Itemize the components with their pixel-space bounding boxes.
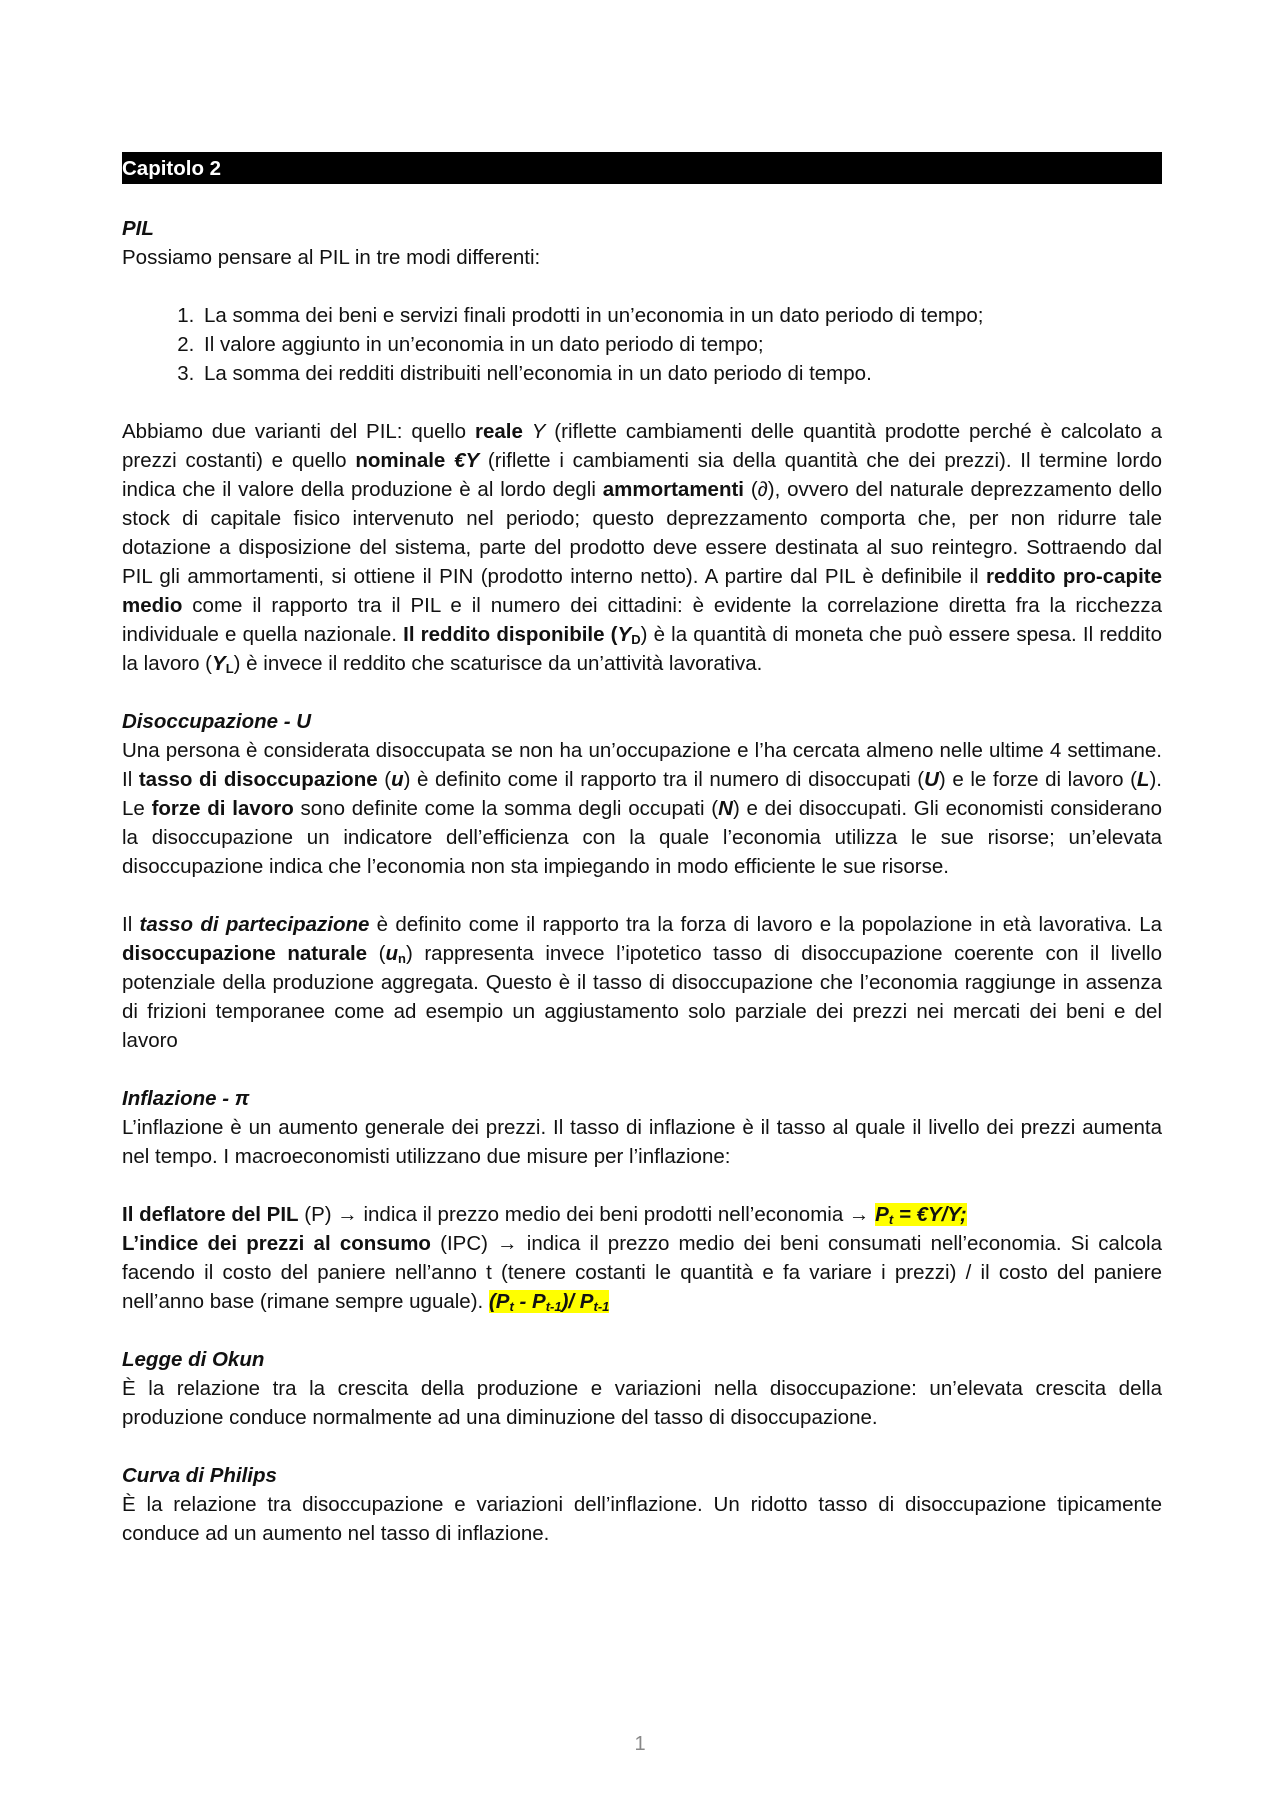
chapter-title: Capitolo 2 <box>122 152 1162 184</box>
section-heading-disoccupazione: Disoccupazione - U <box>122 710 312 733</box>
partecipazione-paragraph: Il tasso di partecipazione è definito come il rapporto tra la forza di lavoro e la popolazione in età lavorativa. La disoccupazione naturale $(u_n)$ rappresenta invece l’ipotetico tasso di disoccupazione coerente con il livello potenziale della produzione aggregata. Questo è il tasso di disoccupazione che l’economia raggiunge in assenza di frizioni temporanee come ad esempio un aggiustamento solo parziale dei prezzi nei mercati dei beni e del lavoro <box>122 913 1162 1052</box>
disoccupazione-paragraph: Una persona è considerata disoccupata se non ha un’occupazione e l’ha cercata almeno nelle ultime 4 settimane. Il tasso di disoccupazione (u) è definito come il rapporto tra il numero di disoccupati (U) e le forze di lavoro (L). Le forze di lavoro sono definite come la somma degli occupati (N) e dei disoccupati. Gli economisti considerano la disoccupazione un indicatore dell’efficienza con la quale l’economia utilizza le sue risorse; un’elevata disoccupazione indica che l’economia non sta impiegando in modo efficiente le sue risorse. <box>122 739 1163 878</box>
arrow-right-icon: → <box>497 1232 518 1255</box>
pil-intro: Possiamo pensare al PIL in tre modi differenti: <box>122 246 541 269</box>
deflatore-line: Il deflatore del PIL (P) → indica il prezzo medio dei beni prodotti nell’economia → $P_t$ = €Y/Y; <box>122 1203 967 1227</box>
formula-deflatore: $P_t$ = €Y/Y; <box>875 1203 967 1227</box>
okun-paragraph: È la relazione tra la crescita della produzione e variazioni nella disoccupazione: un’elevata crescita della produzione conduce normalmente ad una diminuzione del tasso di disoccupazione. <box>122 1377 1162 1429</box>
pil-paragraph: Abbiamo due varianti del PIL: quello reale Y (riflette cambiamenti delle quantità prodotte perché è calcolato a prezzi costanti) e quello nominale €Y (riflette i cambiamenti sia della quantità che dei prezzi). Il termine lordo indica che il valore della produzione è al lordo degli ammortamenti (∂), ovvero del naturale deprezzamento dello stock di capitale fisico intervenuto nel periodo; questo deprezzamento comporta che, per non ridurre tale dotazione a disposizione del sistema, parte del prodotto deve essere destinata al suo reintegro. Sottraendo dal PIL gli ammortamenti, si ottiene il PIN (prodotto interno netto). A partire dal PIL è definibile il reddito pro-capite medio come il rapporto tra il PIL e il numero dei cittadini: è evidente la correlazione diretta fra la ricchezza individuale e quella nazionale. Il reddito disponibile $(Y_D)$ è la quantità di moneta che può essere spesa. Il reddito la lavoro $(Y_L)$ è invece il reddito che scaturisce da un’attività lavorativa. <box>122 420 1163 676</box>
pil-list <box>122 301 1162 388</box>
list-item: 3. La somma dei redditi distribuiti nell’economia in un dato periodo di tempo. <box>200 359 1162 388</box>
ipc-paragraph: L’indice dei prezzi al consumo (IPC) → indica il prezzo medio dei beni consumati nell’economia. Si calcola facendo il costo del paniere nell’anno t (tenere costanti le quantità e fa variare i prezzi) / il costo del paniere nell’anno base (rimane sempre uguale). $(P_t - P_{t-1})/$ $P_{t-1}$ <box>122 1232 1163 1314</box>
section-heading-okun: Legge di Okun <box>122 1348 265 1371</box>
page-number: 1 <box>634 1733 646 1755</box>
section-heading-pil: PIL <box>122 217 154 240</box>
philips-paragraph: È la relazione tra disoccupazione e variazioni dell’inflazione. Un ridotto tasso di disoccupazione tipicamente conduce ad un aumento nel tasso di inflazione. <box>122 1493 1162 1545</box>
arrow-right-icon: → <box>337 1203 358 1226</box>
inflazione-intro: L’inflazione è un aumento generale dei prezzi. Il tasso di inflazione è il tasso al quale il livello dei prezzi aumenta nel tempo. I macroeconomisti utilizzano due misure per l’inflazione: <box>122 1116 1162 1168</box>
section-heading-inflazione: Inflazione - π <box>122 1087 250 1110</box>
list-item: 1. La somma dei beni e servizi finali prodotti in un’economia in un dato periodo di tempo; <box>200 301 1162 330</box>
section-heading-philips: Curva di Philips <box>122 1464 277 1487</box>
page-content <box>122 152 1162 1548</box>
list-item: 2. Il valore aggiunto in un’economia in un dato periodo di tempo; <box>200 330 1162 359</box>
formula-ipc: $(P_t - P_{t-1})/$ $P_{t-1}$ <box>488 1290 610 1314</box>
arrow-right-icon: → <box>848 1203 870 1226</box>
